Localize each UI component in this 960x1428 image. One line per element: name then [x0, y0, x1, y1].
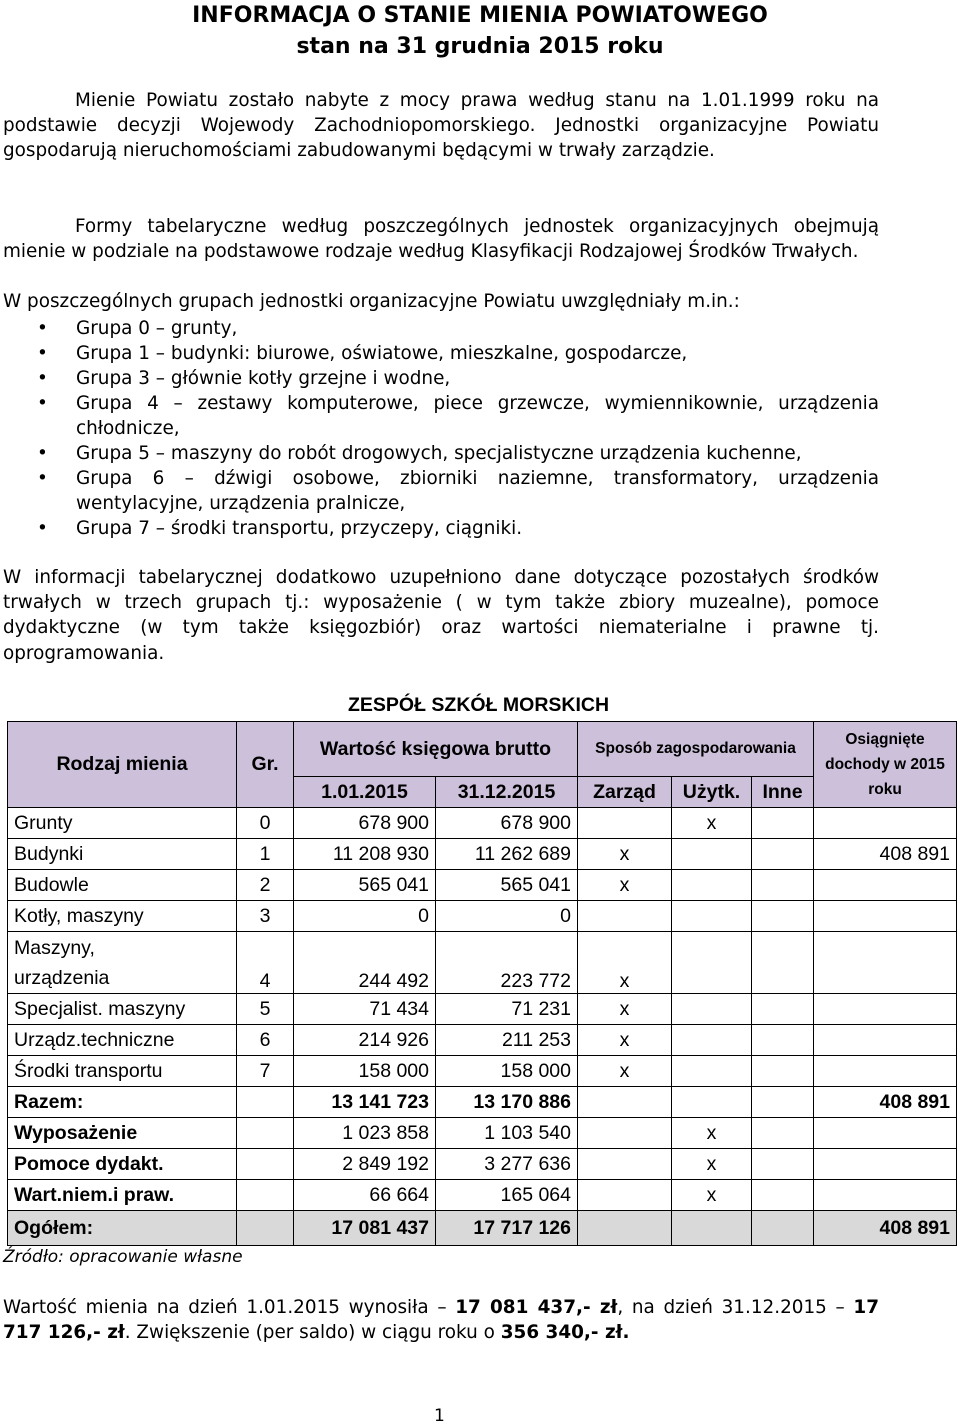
cell-value-end: 0: [436, 901, 578, 932]
cell-value-end: 1 103 540: [436, 1118, 578, 1149]
table-row: [8, 932, 957, 994]
cell-dochody: [814, 901, 957, 932]
cell-inne: [752, 994, 814, 1025]
cell-value-end: 565 041: [436, 870, 578, 901]
table-row-extra: [8, 1180, 957, 1211]
table-row-razem: [8, 1087, 957, 1118]
cell-dochody: 408 891: [814, 839, 957, 870]
cell-uzytk: [672, 1025, 752, 1056]
cell-inne: [752, 901, 814, 932]
table-row: [8, 870, 957, 901]
header-zarzad: Zarząd: [578, 777, 672, 808]
cell-gr: 7: [237, 1056, 294, 1087]
cell-dochody: [814, 1025, 957, 1056]
table-title: ZESPÓŁ SZKÓŁ MORSKICH: [348, 694, 610, 716]
cell-gr: 2: [237, 870, 294, 901]
groups-list: [3, 316, 879, 541]
cell-zarzad: x: [578, 1056, 672, 1087]
cell-value-end: 13 170 886: [436, 1087, 578, 1118]
cell-zarzad: x: [578, 994, 672, 1025]
header-rodzaj: Rodzaj mienia: [8, 722, 237, 808]
title-line-2: stan na 31 grudnia 2015 roku: [296, 34, 664, 59]
cell-gr: 0: [237, 808, 294, 839]
cell-gr: 1: [237, 839, 294, 870]
cell-dochody: 408 891: [814, 1087, 957, 1118]
cell-uzytk: [672, 901, 752, 932]
cell-zarzad: x: [578, 839, 672, 870]
cell-uzytk: x: [672, 1180, 752, 1211]
cell-dochody: [814, 870, 957, 901]
cell-inne: [752, 839, 814, 870]
header-date-1: 1.01.2015: [294, 777, 436, 808]
cell-name: Ogółem:: [8, 1211, 237, 1246]
cell-inne: [752, 1211, 814, 1246]
list-item: • Grupa 1 – budynki: biurowe, oświatowe, mieszkalne, gospodarcze,: [37, 343, 688, 364]
cell-zarzad: [578, 1211, 672, 1246]
table-row: [8, 901, 957, 932]
page-number: 1: [434, 1406, 445, 1426]
cell-name: Budynki: [8, 839, 237, 870]
cell-zarzad: x: [578, 932, 672, 994]
bullet-icon: •: [37, 468, 48, 489]
cell-zarzad: [578, 1180, 672, 1211]
cell-name: Urządz.techniczne: [8, 1025, 237, 1056]
after-list-paragraph: W informacji tabelarycznej dodatkowo uzupełniono dane dotyczące pozostałych środków trwałych w trzech grupach tj.: wyposażenie ( w tym także zbiory muzealne), pomoce dydaktyczne (w tym także księgozbiór) oraz wartości niematerialne i prawne tj. oprogramowania.: [3, 567, 879, 664]
cell-gr: 5: [237, 994, 294, 1025]
cell-uzytk: [672, 994, 752, 1025]
cell-dochody: [814, 808, 957, 839]
list-item: • Grupa 5 – maszyny do robót drogowych, specjalistyczne urządzenia kuchenne,: [37, 443, 802, 464]
cell-name: Grunty: [8, 808, 237, 839]
cell-dochody: [814, 1056, 957, 1087]
bullet-icon: •: [37, 443, 48, 464]
list-item: • Grupa 6 – dźwigi osobowe, zbiorniki naziemne, transformatory, urządzenia wentylacyjne, urządzenia pralnicze,: [37, 468, 879, 514]
header-dochody: Osiągnięte dochody w 2015 roku: [814, 722, 957, 808]
cell-value-end: 3 277 636: [436, 1149, 578, 1180]
cell-value-start: 244 492: [294, 932, 436, 994]
summary-paragraph: Wartość mienia na dzień 1.01.2015 wynosiła – 17 081 437,- zł, na dzień 31.12.2015 – 17 717 126,- zł. Zwiększenie (per saldo) w ciągu roku o 356 340,- zł.: [3, 1297, 879, 1344]
intro-paragraph-2: Formy tabelaryczne według poszczególnych jednostek organizacyjnych obejmują mienie w podziale na podstawowe rodzaje według Klasyfikacji Rodzajowej Środków Trwałych.: [3, 216, 879, 263]
cell-inne: [752, 1180, 814, 1211]
cell-name: Wyposażenie: [8, 1118, 237, 1149]
cell-value-start: 678 900: [294, 808, 436, 839]
cell-gr: 3: [237, 901, 294, 932]
cell-inne: [752, 1056, 814, 1087]
cell-zarzad: [578, 808, 672, 839]
cell-value-end: 71 231: [436, 994, 578, 1025]
cell-name: Środki transportu: [8, 1056, 237, 1087]
cell-name: Kotły, maszyny: [8, 901, 237, 932]
cell-dochody: [814, 1118, 957, 1149]
cell-gr: [237, 1118, 294, 1149]
cell-name: Budowle: [8, 870, 237, 901]
cell-dochody: [814, 1149, 957, 1180]
intro-paragraph-3: W poszczególnych grupach jednostki organizacyjne Powiatu uwzględniały m.in.:: [3, 291, 740, 312]
cell-value-end: 223 772: [436, 932, 578, 994]
cell-zarzad: [578, 1149, 672, 1180]
header-inne: Inne: [752, 777, 814, 808]
cell-zarzad: x: [578, 870, 672, 901]
cell-value-end: 17 717 126: [436, 1211, 578, 1246]
cell-uzytk: x: [672, 1118, 752, 1149]
cell-name: Specjalist. maszyny: [8, 994, 237, 1025]
cell-zarzad: [578, 901, 672, 932]
header-date-2: 31.12.2015: [436, 777, 578, 808]
cell-name: Wart.niem.i praw.: [8, 1180, 237, 1211]
header-gr: Gr.: [237, 722, 294, 808]
cell-uzytk: x: [672, 1149, 752, 1180]
cell-value-start: 17 081 437: [294, 1211, 436, 1246]
cell-inne: [752, 1087, 814, 1118]
list-item: • Grupa 0 – grunty,: [37, 318, 238, 339]
cell-inne: [752, 1118, 814, 1149]
cell-value-end: 211 253: [436, 1025, 578, 1056]
cell-gr: [237, 1149, 294, 1180]
bullet-icon: •: [37, 343, 48, 364]
header-wartosc: Wartość księgowa brutto: [294, 722, 578, 777]
list-item: • Grupa 7 – środki transportu, przyczepy, ciągniki.: [37, 518, 523, 539]
cell-value-start: 2 849 192: [294, 1149, 436, 1180]
cell-value-end: 165 064: [436, 1180, 578, 1211]
cell-name: Pomoce dydakt.: [8, 1149, 237, 1180]
cell-inne: [752, 870, 814, 901]
table-row-extra: [8, 1118, 957, 1149]
cell-value-start: 214 926: [294, 1025, 436, 1056]
cell-zarzad: [578, 1118, 672, 1149]
cell-uzytk: x: [672, 808, 752, 839]
cell-value-start: 158 000: [294, 1056, 436, 1087]
cell-value-start: 71 434: [294, 994, 436, 1025]
cell-gr: [237, 1180, 294, 1211]
cell-inne: [752, 1025, 814, 1056]
cell-uzytk: [672, 932, 752, 994]
table-row-extra: [8, 1149, 957, 1180]
table-row-ogolem: [8, 1211, 957, 1246]
table-row: [8, 839, 957, 870]
cell-value-start: 11 208 930: [294, 839, 436, 870]
cell-dochody: [814, 1180, 957, 1211]
table-row: [8, 994, 957, 1025]
table-row: [8, 1025, 957, 1056]
cell-value-start: 1 023 858: [294, 1118, 436, 1149]
cell-zarzad: x: [578, 1025, 672, 1056]
bullet-icon: •: [37, 318, 48, 339]
header-sposob: Sposób zagospodarowania: [578, 722, 814, 777]
cell-inne: [752, 1149, 814, 1180]
cell-gr: 4: [237, 932, 294, 994]
table-row: [8, 808, 957, 839]
list-item: • Grupa 4 – zestawy komputerowe, piece grzewcze, wymiennikownie, urządzenia chłodnicze,: [37, 393, 879, 439]
source-note: Źródło: opracowanie własne: [3, 1247, 243, 1267]
header-uzytk: Użytk.: [672, 777, 752, 808]
document-title: [0, 0, 960, 62]
cell-dochody: [814, 994, 957, 1025]
cell-uzytk: [672, 870, 752, 901]
cell-value-start: 0: [294, 901, 436, 932]
cell-value-end: 11 262 689: [436, 839, 578, 870]
cell-dochody: [814, 932, 957, 994]
assets-table: [7, 721, 957, 1246]
intro-paragraph-1: Mienie Powiatu zostało nabyte z mocy prawa według stanu na 1.01.1999 roku na podstawie decyzji Wojewody Zachodniopomorskiego. Jednostki organizacyjne Powiatu gospodarują nieruchomościami zabudowanymi będącymi w trwały zarządzie.: [3, 90, 879, 162]
cell-inne: [752, 932, 814, 994]
cell-name: Razem:: [8, 1087, 237, 1118]
cell-uzytk: [672, 1211, 752, 1246]
bullet-icon: •: [37, 393, 48, 414]
cell-value-start: 66 664: [294, 1180, 436, 1211]
bullet-icon: •: [37, 518, 48, 539]
cell-inne: [752, 808, 814, 839]
cell-uzytk: [672, 1056, 752, 1087]
cell-gr: 6: [237, 1025, 294, 1056]
cell-uzytk: [672, 1087, 752, 1118]
cell-uzytk: [672, 839, 752, 870]
cell-name: Maszyny, urządzenia: [8, 932, 237, 994]
cell-dochody: 408 891: [814, 1211, 957, 1246]
cell-value-start: 13 141 723: [294, 1087, 436, 1118]
cell-value-end: 158 000: [436, 1056, 578, 1087]
cell-gr: [237, 1211, 294, 1246]
cell-value-end: 678 900: [436, 808, 578, 839]
title-line-1: INFORMACJA O STANIE MIENIA POWIATOWEGO: [192, 3, 768, 28]
table-row: [8, 1056, 957, 1087]
cell-gr: [237, 1087, 294, 1118]
cell-value-start: 565 041: [294, 870, 436, 901]
cell-zarzad: [578, 1087, 672, 1118]
list-item: • Grupa 3 – głównie kotły grzejne i wodne,: [37, 368, 451, 389]
bullet-icon: •: [37, 368, 48, 389]
